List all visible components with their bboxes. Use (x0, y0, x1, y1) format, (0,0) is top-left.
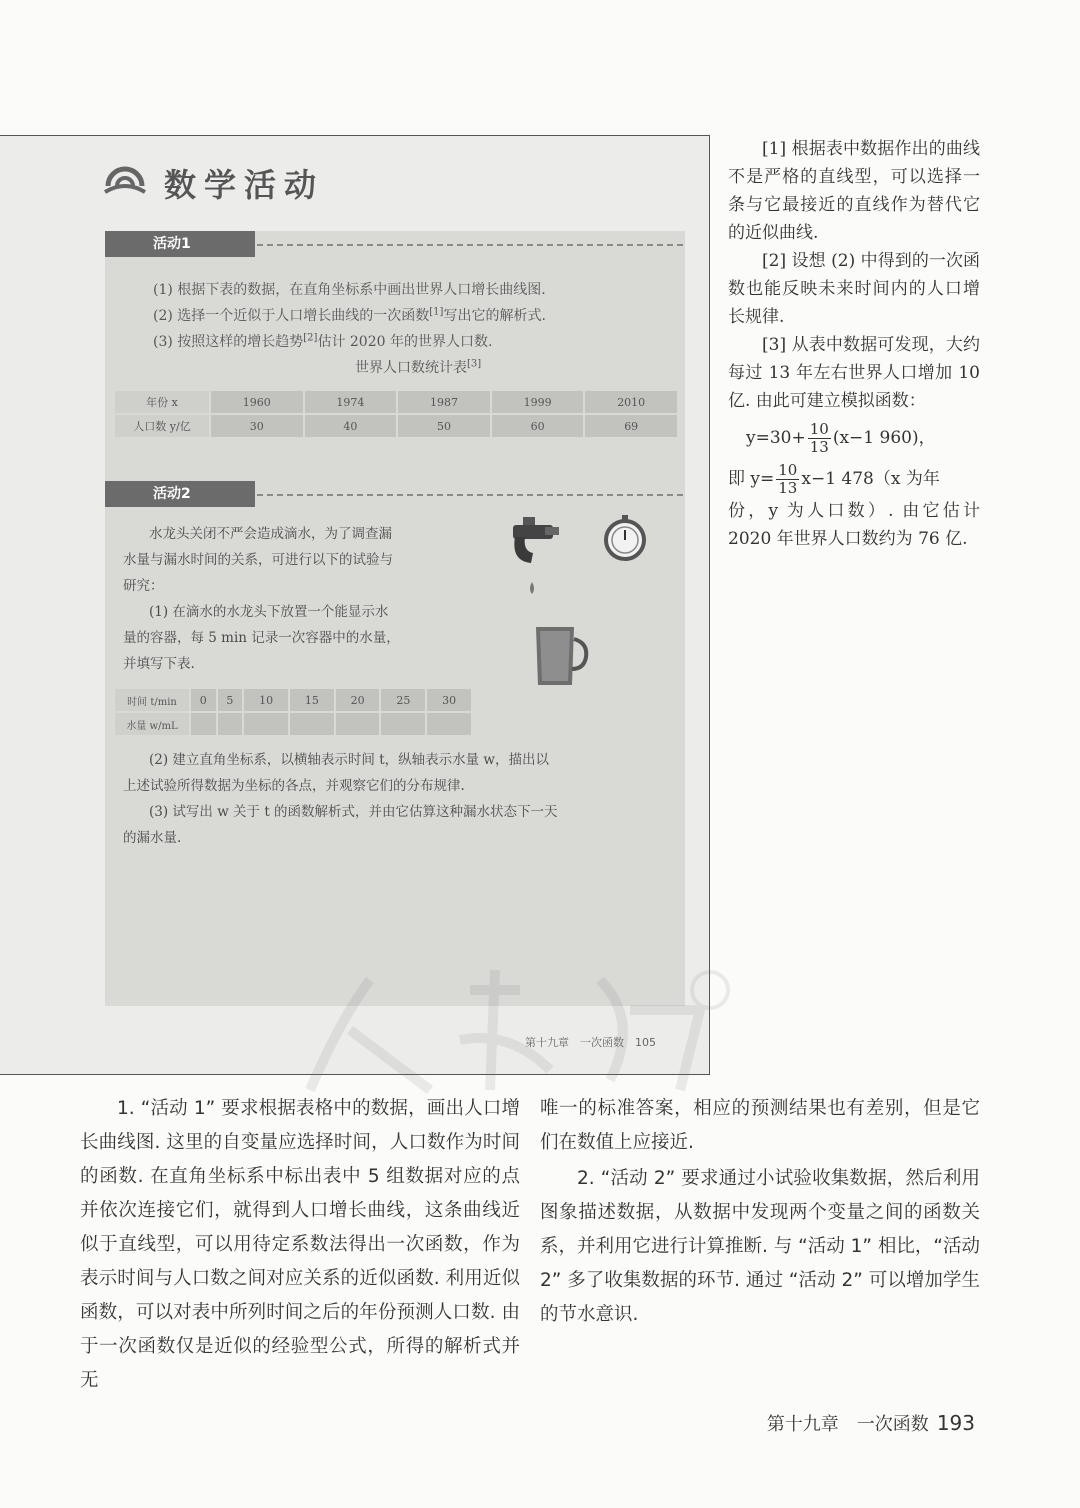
table-cell (191, 713, 216, 735)
water-table (113, 687, 473, 737)
table-cell: 1987 (398, 391, 490, 413)
table-cell (218, 713, 243, 735)
body-paragraph-1-continued: 唯一的标准答案，相应的预测结果也有差别，但是它们在数值上应接近. (540, 1098, 980, 1153)
note-mark-2: [2] (303, 332, 318, 344)
table-cell: 25 (381, 689, 425, 711)
activity2-step2: (2) 建立直角坐标系，以横轴表示时间 t，纵轴表示水量 w，描出以 (149, 752, 549, 768)
table-cell: 30 (211, 415, 303, 437)
table-header-cell: 年份 x (115, 391, 209, 413)
activity1-item-3: (3) 按照这样的增长趋势[2]估计 2020 年的世界人口数. (153, 332, 493, 350)
body-left-column (80, 1092, 520, 1398)
table-row (115, 713, 471, 735)
table-cell: 2010 (585, 391, 677, 413)
population-table (113, 389, 679, 439)
model-formula-1: y=30+ $\frac{10}{13}$ (x−1 960)， (746, 420, 936, 456)
activity2-step3: (3) 试写出 w 关于 t 的函数解析式，并由它估算这种漏水状态下一天 (149, 804, 558, 820)
table-cell: 30 (427, 689, 471, 711)
page-footer (767, 1410, 975, 1436)
table-cell: 5 (218, 689, 243, 711)
population-table-caption: 世界人口数统计表[3] (355, 358, 482, 376)
publisher-watermark (280, 960, 740, 1100)
margin-note-3: [3] 从表中数据可发现，大约每过 13 年左右世界人口增加 10 亿. 由此可建立模拟函数： (728, 335, 980, 411)
activity1-tab: 活动1 (105, 231, 255, 257)
margin-note-1: [1] 根据表中数据作出的曲线不是严格的直线型，可以选择一条与它最接近的直线作为替代它的近似曲线. (728, 139, 980, 243)
note-mark-3: [3] (467, 358, 482, 370)
body-paragraph-1: 1. “活动 1” 要求根据表格中的数据，画出人口增长曲线图. 这里的自变量应选择时间，人口数作为时间的函数. 在直角坐标系中标出表中 5 组数据对应的点并依次连接它们，就得到人口增长曲线，这条曲线近似于直线型，可以用待定系数法得出一次函数，作为表示时间与人口数之间对应关系的近似函数. 利用近似函数，可以对表中所列时间之后的年份预测人口数. 由于一次函数仅是近似的经验型公式，所得的解析式并无 (80, 1098, 520, 1391)
table-cell: 15 (290, 689, 334, 711)
note-mark-1: [1] (429, 306, 444, 318)
table-header-cell: 时间 t/min (115, 689, 189, 711)
model-formula-2: 即 y= $\frac{10}{13}$ x−1 478（x 为年 (728, 461, 940, 497)
activity1-item-2: (2) 选择一个近似于人口增长曲线的一次函数[1]写出它的解析式. (153, 306, 546, 324)
table-cell (244, 713, 288, 735)
activity2-tab: 活动2 (105, 481, 255, 507)
body-paragraph-2: 2. “活动 2” 要求通过小试验收集数据，然后利用图象描述数据，从数据中发现两个变量之间的函数关系，并利用它进行计算推断. 与 “活动 1” 相比，“活动 2” 多了收集数据的环节. 通过 “活动 2” 可以增加学生的节水意识. (540, 1168, 980, 1325)
activity2-intro: 水龙头关闭不严会造成滴水，为了调查漏 水量与漏水时间的关系，可进行以下的试验与 研究： (1) 在滴水的水龙头下放置一个能显示水 量的容器，每 5 min 记录一次容器中的水量， 并填写下表. (123, 521, 473, 677)
activity2-steps: (2) 建立直角坐标系，以横轴表示时间 t，纵轴表示水量 w，描出以 上述试验所得数据为坐标的各点，并观察它们的分布规律. (3) 试写出 w 关于 t 的函数解析式，并由它估算这种漏水状态下一天 的漏水量. (123, 747, 679, 851)
table-header-cell: 人口数 y/亿 (115, 415, 209, 437)
table-cell (290, 713, 334, 735)
table-cell: 50 (398, 415, 490, 437)
table-row (115, 391, 677, 413)
math-activity-logo-icon (100, 162, 150, 204)
embedded-textbook-page (0, 135, 710, 1075)
table-cell: 1999 (492, 391, 584, 413)
chapter-label: 第十九章 一次函数 (766, 1414, 929, 1435)
faucet-icon (505, 513, 565, 573)
activity1-item-1: (1) 根据下表的数据，在直角坐标系中画出世界人口增长曲线图. (153, 282, 546, 298)
activity2-divider (257, 494, 683, 496)
table-cell (336, 713, 380, 735)
activity-heading-title: 数学活动 (164, 166, 325, 204)
table-cell (381, 713, 425, 735)
margin-note-3-end: 份，y 为人口数）. 由它估计 2020 年世界人口数约为 76 亿. (728, 501, 980, 549)
table-cell: 40 (305, 415, 397, 437)
activity2-step1: (1) 在滴水的水龙头下放置一个能显示水 (149, 604, 389, 620)
page-number: 193 (936, 1411, 975, 1435)
table-cell: 60 (492, 415, 584, 437)
water-drop-icon (527, 581, 537, 595)
table-cell: 1960 (211, 391, 303, 413)
activity1-divider (257, 244, 683, 246)
table-cell: 69 (585, 415, 677, 437)
table-row (115, 415, 677, 437)
activity-panel (105, 231, 685, 1006)
table-cell: 0 (191, 689, 216, 711)
table-cell: 1974 (305, 391, 397, 413)
table-cell (427, 713, 471, 735)
measuring-cup-icon (530, 621, 590, 691)
table-row (115, 689, 471, 711)
activity-heading (100, 158, 324, 208)
margin-notes (728, 135, 980, 553)
margin-note-2: [2] 设想 (2) 中得到的一次函数也能反映未来时间内的人口增长规律. (728, 251, 980, 327)
table-header-cell: 水量 w/mL (115, 713, 189, 735)
embedded-page-footer: 第十九章 一次函数 105 (525, 1036, 656, 1049)
stopwatch-icon (600, 513, 650, 563)
body-right-column (540, 1092, 980, 1332)
table-cell: 10 (244, 689, 288, 711)
table-cell: 20 (336, 689, 380, 711)
